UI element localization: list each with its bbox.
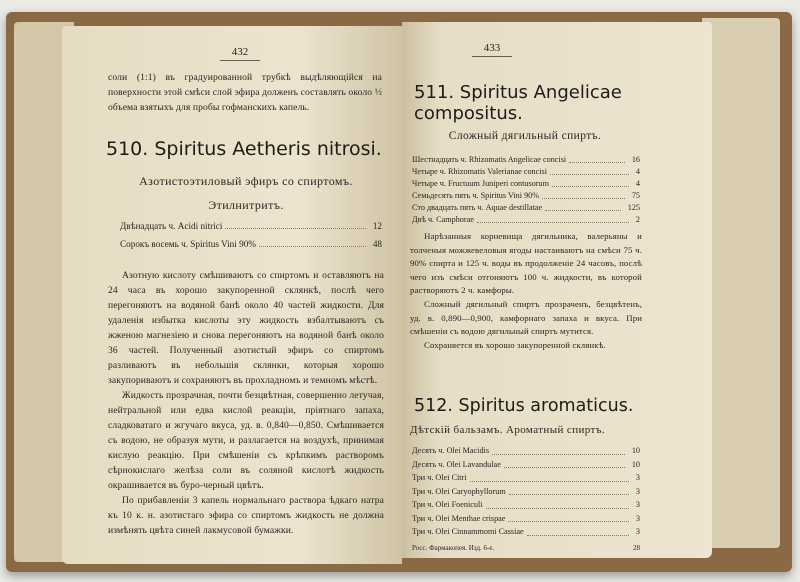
- recipe-line: Четыре ч. Rhizomatis Valerianae concisi 4: [412, 167, 640, 176]
- heading-510: 510. Spiritus Aetheris nitrosi.: [106, 138, 382, 160]
- heading-512: 512. Spiritus aromaticus.: [414, 396, 634, 416]
- page-number-right: 433: [472, 42, 512, 57]
- body-510: [108, 268, 384, 538]
- recipe-line: Три ч. Olei Citri 3: [412, 473, 640, 482]
- recipe-510: [120, 220, 382, 250]
- page-number-rule: [472, 56, 512, 57]
- intro-text: соли (1:1) въ градуированной трубкѣ выдѣляющійся на поверхности этой смѣси слой эфира долженъ составлять около ⅓ объема взятыхъ для пробы гофманскихъ капель.: [108, 72, 382, 113]
- recipe-line: Шестнадцать ч. Rhizomatis Angelicae concisi 16: [412, 155, 640, 164]
- page-edges-right: [702, 18, 780, 548]
- body-511: [410, 230, 642, 352]
- recipe-line: Три ч. Olei Foeniculi 3: [412, 500, 640, 509]
- recipe-line: Четыре ч. Fructuum Juniperi contusorum 4: [412, 179, 640, 188]
- recipe-line: Десять ч. Olei Macidis 10: [412, 446, 640, 455]
- paragraph: По прибавленіи 3 капель нормальнаго раствора ѣдкаго натра къ 10 к. н. азотистаго эфира со спиртомъ жидкость не должна измѣнять цвѣта синей лакмусовой бумажки.: [108, 495, 384, 536]
- recipe-line: Три ч. Olei Menthae crispae 3: [412, 513, 640, 523]
- paragraph: Сохраняется въ хорошо закупоренной склянкѣ.: [424, 339, 606, 350]
- paragraph: Сложный дягильный спиртъ прозраченъ, безцвѣтенъ, уд. в. 0,890—0,900, камфорнаго запаха и вкуса. При смѣшеніи съ водою дягильный спиртъ мутится.: [410, 298, 642, 337]
- recipe-511: [412, 154, 640, 226]
- recipe-512: [412, 444, 640, 539]
- recipe-line: Десять ч. Olei Lavandulae 10: [412, 459, 640, 469]
- paragraph: Жидкость прозрачная, почти безцвѣтная, совершенно летучая, нейтральной или едва кислой реакціи, пріятнаго запаха, сладковатаго и жгучаго вкуса, уд. в. 0,840—0,850. Смѣшивается съ водою, не образуя мути, и разлагается на воздухѣ, принимая кислую реакцію. При смѣшеніи съ крѣпкимъ растворомъ сѣрнокислаго желѣза соли въ соляной кислотѣ жидкость окрашивается въ буро-черный цвѣтъ.: [108, 390, 384, 491]
- recipe-line: Сто двадцать пять ч. Aquae destillatae 125: [412, 203, 640, 212]
- recipe-line: Три ч. Olei Caryophyllorum 3: [412, 486, 640, 496]
- page-number-left: 432: [220, 46, 260, 61]
- recipe-line: Семьдесять пять ч. Spiritus Vini 90% 75: [412, 191, 640, 200]
- left-page: [62, 26, 402, 564]
- paragraph: Нарѣзанныя корневища дягильника, валерьяны и толченыя можжевеловыя ягоды настаиваютъ на смѣси 75 ч. 90% спирта и 125 ч. воды въ продолженіе 24 часовъ, послѣ чего изъ смѣси отгоняютъ 100 ч. жидкости, въ которой растворяютъ 2 ч. камфоры.: [410, 231, 642, 296]
- recipe-line: Двѣ ч. Camphorae 2: [412, 215, 640, 224]
- heading-511: 511. Spiritus Angelicae compositus.: [414, 82, 622, 124]
- subtitle-512: Дѣтскій бальзамъ. Ароматный спиртъ.: [410, 424, 605, 436]
- subtitle-510-a: Азотистоэтиловый эфиръ со спиртомъ.: [139, 174, 353, 188]
- subtitle-510-b: Этилнитритъ.: [208, 198, 284, 212]
- footnote: Росс. Фармакопея. Изд. 6-е. 28: [412, 544, 640, 552]
- paragraph: Азотную кислоту смѣшиваютъ со спиртомъ и оставляютъ на 24 часа въ хорошо закупоренной склянкѣ, послѣ чего перегоняютъ на водяной банѣ около 40 частей жидкости. Для удаленія избытка кислоты эту жидкость взбалтываютъ съ жженою магнезіею и снова перегоняютъ на водяной банѣ около 36 частей. Полученный азотистый эфиръ со спиртомъ разливаютъ въ небольшія склянки, которыя хорошо закупориваютъ и сохраняютъ въ прохладномъ и темномъ мѣстѣ.: [108, 270, 384, 386]
- page-number-rule: [220, 60, 260, 61]
- recipe-line: Три ч. Olei Cinnammomi Cassiae 3: [412, 527, 640, 536]
- recipe-line: Двѣнадцать ч. Acidi nitrici 12: [120, 221, 382, 231]
- recipe-line: Сорокъ восемь ч. Spiritus Vini 90% 48: [120, 239, 382, 249]
- subtitle-511: Сложный дягильный спиртъ.: [448, 130, 602, 142]
- right-page: [402, 22, 712, 558]
